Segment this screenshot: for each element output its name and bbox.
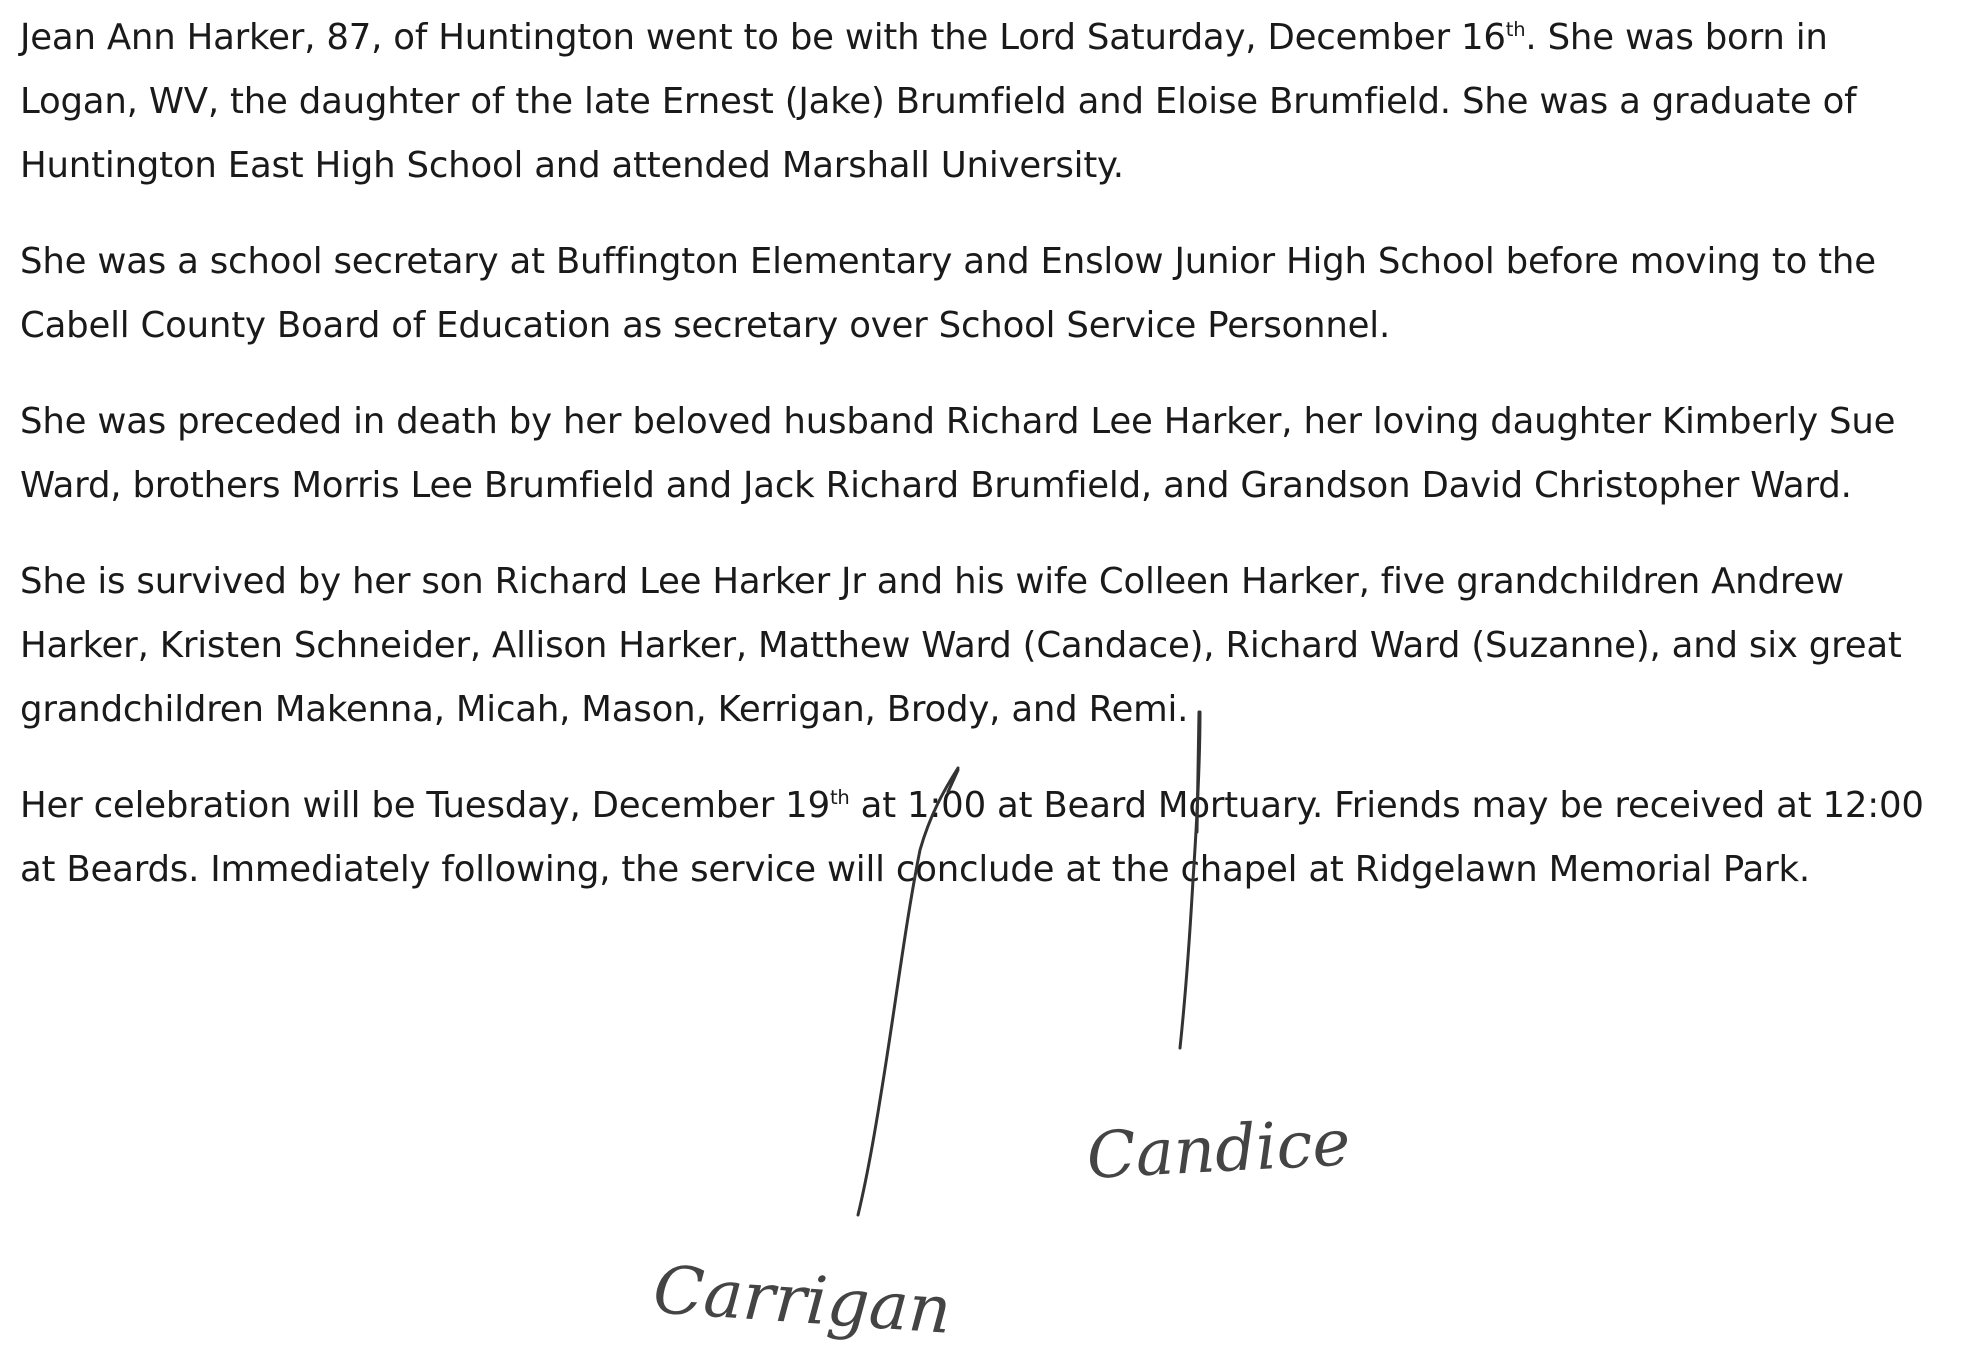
paragraph-intro (20, 6, 1955, 198)
handwritten-candice: Candice (1084, 1106, 1352, 1194)
handwritten-carrigan: Carrigan (650, 1251, 954, 1349)
ordinal-suffix: th (829, 786, 850, 810)
paragraph-preceded: She was preceded in death by her beloved husband Richard Lee Harker, her loving daughter Kimberly Sue Ward, brothers Morris Lee Brumfield and Jack Richard Brumfield, and Grandson David Christopher Ward. (20, 401, 1896, 506)
paragraph-celebration (20, 774, 1955, 902)
intro-text-part-1: Jean Ann Harker, 87, of Huntington went to be with the Lord Saturday, December 16 (20, 17, 1506, 58)
celebration-text-part-1: Her celebration will be Tuesday, December 19 (20, 785, 830, 826)
obituary-text (20, 6, 1955, 934)
ordinal-suffix: th (1505, 18, 1526, 42)
paragraph-survived: She is survived by her son Richard Lee Harker Jr and his wife Colleen Harker, five grandchildren Andrew Harker, Kristen Schneider, Allison Harker, Matthew Ward (Candace), Richard Ward (Suzanne), and six great grandchildren Makenna, Micah, Mason, Kerrigan, Brody, and Remi. (20, 561, 1902, 730)
intro-text-part-2: . She was born in Logan, WV, the daughter of the late Ernest (Jake) Brumfield and Eloise Brumfield. She was a graduate of Huntington East High School and attended Marshall University. (20, 17, 1857, 186)
celebration-text-part-2: at 1:00 at Beard Mortuary. Friends may be received at 12:00 at Beards. Immediately following, the service will conclude at the chapel at Ridgelawn Memorial Park. (20, 785, 1924, 890)
paragraph-career: She was a school secretary at Buffington Elementary and Enslow Junior High School before moving to the Cabell County Board of Education as secretary over School Service Personnel. (20, 241, 1876, 346)
